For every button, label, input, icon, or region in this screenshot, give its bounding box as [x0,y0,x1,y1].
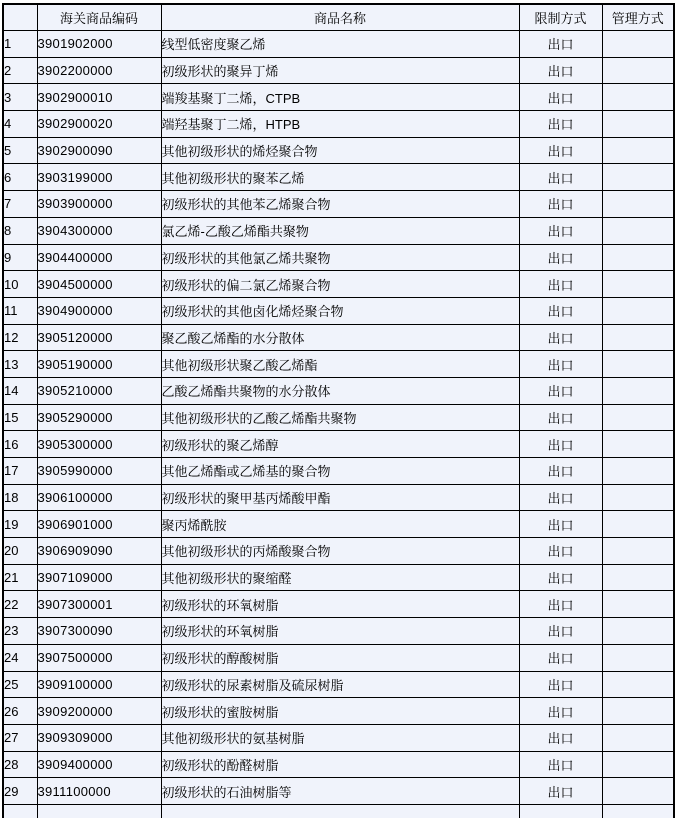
restriction-cell: 出口 [519,217,602,244]
restriction-cell: 出口 [519,778,602,805]
management-cell [602,564,674,591]
product-name-cell: 初级形状的聚乙烯醇 [161,431,519,458]
customs-code-cell: 3903199000 [37,164,161,191]
table-row [3,31,674,58]
header-product-name: 商品名称 [161,4,519,31]
table-row [3,57,674,84]
row-number-cell: 20 [3,538,37,565]
product-name-cell: 其他初级形状的乙酸乙烯酯共聚物 [161,404,519,431]
product-name-cell: 线型低密度聚乙烯 [161,31,519,58]
restriction-cell: 出口 [519,484,602,511]
management-cell [602,57,674,84]
management-cell [602,164,674,191]
row-number-cell: 21 [3,564,37,591]
table-row [3,698,674,725]
table-row [3,751,674,778]
row-number-cell: 25 [3,671,37,698]
restriction-cell: 出口 [519,618,602,645]
customs-code-cell: 3905120000 [37,324,161,351]
product-name-cell: 初级形状的环氧树脂 [161,618,519,645]
product-name-cell: 其他初级形状的聚缩醛 [161,564,519,591]
customs-code-cell: 3903900000 [37,191,161,218]
row-number-cell: 4 [3,111,37,138]
customs-code-cell: 3907500000 [37,644,161,671]
row-number-cell: 12 [3,324,37,351]
customs-code-cell: 3905210000 [37,377,161,404]
product-name-cell: 初级形状的聚异丁烯 [161,57,519,84]
table-row [3,538,674,565]
hs-code-table [2,3,675,818]
table-row [3,84,674,111]
table-header [3,4,674,31]
management-cell [602,271,674,298]
restriction-cell: 出口 [519,57,602,84]
restriction-cell: 出口 [519,698,602,725]
management-cell [602,511,674,538]
management-cell [602,244,674,271]
row-number-cell: 26 [3,698,37,725]
customs-code-cell: 3904300000 [37,217,161,244]
row-number-cell: 29 [3,778,37,805]
table-row [3,164,674,191]
row-number-cell: 13 [3,351,37,378]
customs-code-cell: 3906901000 [37,511,161,538]
row-number-cell: 6 [3,164,37,191]
table-row [3,671,674,698]
customs-code-cell: 3902200000 [37,57,161,84]
table-row [3,564,674,591]
restriction-cell: 出口 [519,271,602,298]
product-name-cell: 其他初级形状的氨基树脂 [161,724,519,751]
restriction-cell: 出口 [519,564,602,591]
customs-code-cell: 3907300090 [37,618,161,645]
restriction-cell: 出口 [519,591,602,618]
row-number-cell: 16 [3,431,37,458]
row-number-cell: 22 [3,591,37,618]
product-name-cell: 初级形状的石油树脂等 [161,778,519,805]
management-cell [602,618,674,645]
restriction-cell: 出口 [519,458,602,485]
restriction-cell: 出口 [519,137,602,164]
row-number-cell [3,804,37,818]
management-cell [602,217,674,244]
row-number-cell: 18 [3,484,37,511]
row-number-cell: 2 [3,57,37,84]
table-row [3,244,674,271]
management-cell [602,351,674,378]
row-number-cell: 19 [3,511,37,538]
table-row [3,217,674,244]
header-restriction-method: 限制方式 [519,4,602,31]
product-name-cell: 其他初级形状的烯烃聚合物 [161,137,519,164]
management-cell [602,324,674,351]
table-row [3,297,674,324]
customs-code-cell: 3901902000 [37,31,161,58]
product-name-cell: 初级形状的其他苯乙烯聚合物 [161,191,519,218]
customs-code-cell: 3911100000 [37,778,161,805]
product-name-cell: 其他初级形状聚乙酸乙烯酯 [161,351,519,378]
restriction-cell: 出口 [519,351,602,378]
product-name-cell: 初级形状的其他卤化烯烃聚合物 [161,297,519,324]
product-name-cell: 氯乙烯-乙酸乙烯酯共聚物 [161,217,519,244]
row-number-cell: 27 [3,724,37,751]
product-name-cell: 端羧基聚丁二烯，CTPB [161,84,519,111]
customs-code-cell: 3904400000 [37,244,161,271]
restriction-cell: 出口 [519,377,602,404]
restriction-cell: 出口 [519,191,602,218]
customs-code-cell: 3909309000 [37,724,161,751]
product-name-cell: 初级形状的酚醛树脂 [161,751,519,778]
table-row [3,644,674,671]
table-row [3,484,674,511]
restriction-cell [519,804,602,818]
table-row [3,591,674,618]
customs-code-cell: 3905990000 [37,458,161,485]
header-row [3,4,674,31]
customs-code-cell [37,804,161,818]
customs-code-cell: 3906100000 [37,484,161,511]
row-number-cell: 5 [3,137,37,164]
row-number-cell: 17 [3,458,37,485]
management-cell [602,644,674,671]
restriction-cell: 出口 [519,244,602,271]
product-name-cell: 初级形状的其他氯乙烯共聚物 [161,244,519,271]
product-name-cell: 初级形状的醇酸树脂 [161,644,519,671]
table-row [3,351,674,378]
management-cell [602,404,674,431]
restriction-cell: 出口 [519,297,602,324]
customs-code-cell: 3907300001 [37,591,161,618]
row-number-cell: 10 [3,271,37,298]
table-row [3,618,674,645]
product-name-cell [161,804,519,818]
management-cell [602,484,674,511]
table-row [3,191,674,218]
management-cell [602,778,674,805]
table-row [3,778,674,805]
customs-code-cell: 3904500000 [37,271,161,298]
restriction-cell: 出口 [519,431,602,458]
table-row [3,404,674,431]
row-number-cell: 8 [3,217,37,244]
row-number-cell: 23 [3,618,37,645]
restriction-cell: 出口 [519,404,602,431]
table-row [3,511,674,538]
management-cell [602,698,674,725]
restriction-cell: 出口 [519,751,602,778]
product-name-cell: 聚丙烯酰胺 [161,511,519,538]
customs-code-cell: 3902900010 [37,84,161,111]
header-customs-code: 海关商品编码 [37,4,161,31]
header-management-method: 管理方式 [602,4,674,31]
product-name-cell: 初级形状的尿素树脂及硫尿树脂 [161,671,519,698]
table-row [3,137,674,164]
management-cell [602,431,674,458]
restriction-cell: 出口 [519,671,602,698]
table-row [3,271,674,298]
table-row [3,377,674,404]
product-name-cell: 初级形状的偏二氯乙烯聚合物 [161,271,519,298]
customs-code-cell: 3907109000 [37,564,161,591]
customs-code-cell: 3906909090 [37,538,161,565]
restriction-cell: 出口 [519,724,602,751]
restriction-cell: 出口 [519,644,602,671]
customs-code-cell: 3905300000 [37,431,161,458]
product-name-cell: 聚乙酸乙烯酯的水分散体 [161,324,519,351]
customs-code-cell: 3905290000 [37,404,161,431]
restriction-cell: 出口 [519,31,602,58]
restriction-cell: 出口 [519,511,602,538]
product-name-cell: 乙酸乙烯酯共聚物的水分散体 [161,377,519,404]
row-number-cell: 1 [3,31,37,58]
restriction-cell: 出口 [519,324,602,351]
management-cell [602,671,674,698]
table-row [3,431,674,458]
table-row [3,111,674,138]
partial-row [3,804,674,818]
management-cell [602,538,674,565]
product-name-cell: 其他初级形状的聚苯乙烯 [161,164,519,191]
management-cell [602,191,674,218]
management-cell [602,804,674,818]
product-name-cell: 初级形状的环氧树脂 [161,591,519,618]
row-number-cell: 14 [3,377,37,404]
product-name-cell: 其他初级形状的丙烯酸聚合物 [161,538,519,565]
restriction-cell: 出口 [519,538,602,565]
customs-code-cell: 3904900000 [37,297,161,324]
management-cell [602,137,674,164]
row-number-cell: 15 [3,404,37,431]
customs-code-cell: 3902900020 [37,111,161,138]
customs-code-cell: 3909400000 [37,751,161,778]
management-cell [602,111,674,138]
management-cell [602,84,674,111]
table-body [3,31,674,818]
management-cell [602,591,674,618]
table-row [3,324,674,351]
management-cell [602,31,674,58]
management-cell [602,297,674,324]
customs-code-cell: 3909200000 [37,698,161,725]
row-number-cell: 7 [3,191,37,218]
customs-code-cell: 3902900090 [37,137,161,164]
restriction-cell: 出口 [519,111,602,138]
management-cell [602,724,674,751]
product-name-cell: 初级形状的聚甲基丙烯酸甲酯 [161,484,519,511]
restriction-cell: 出口 [519,84,602,111]
customs-code-cell: 3905190000 [37,351,161,378]
table-row [3,724,674,751]
header-row-number [3,4,37,31]
customs-code-cell: 3909100000 [37,671,161,698]
product-name-cell: 初级形状的蜜胺树脂 [161,698,519,725]
product-name-cell: 其他乙烯酯或乙烯基的聚合物 [161,458,519,485]
row-number-cell: 24 [3,644,37,671]
management-cell [602,458,674,485]
row-number-cell: 28 [3,751,37,778]
product-name-cell: 端羟基聚丁二烯，HTPB [161,111,519,138]
restriction-cell: 出口 [519,164,602,191]
table-row [3,458,674,485]
row-number-cell: 9 [3,244,37,271]
management-cell [602,377,674,404]
row-number-cell: 11 [3,297,37,324]
management-cell [602,751,674,778]
row-number-cell: 3 [3,84,37,111]
